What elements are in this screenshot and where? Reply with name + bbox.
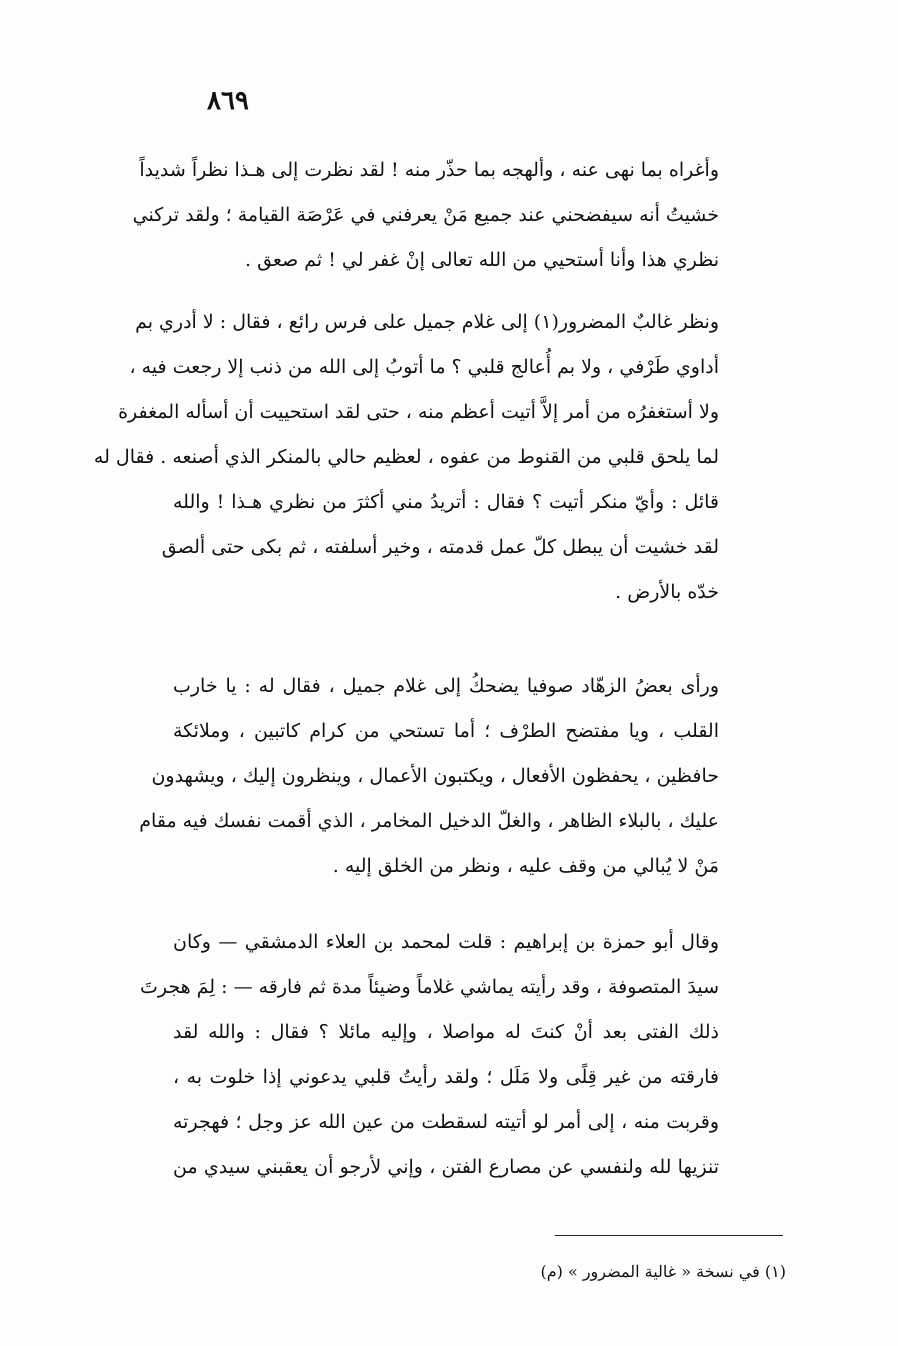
- text-line: ذلك الفتى بعد أنْ كنتَ له مواصلا ، وإليه مائلا ؟ فقال : والله لقد: [173, 1021, 719, 1043]
- text-line: وأغراه بما نهى عنه ، وألهجه بما حذّر منه ! لقد نظرت إلى هـذا نظراً شديداً: [139, 159, 719, 181]
- footnote: (١) في نسخة « غالية المضرور » (م): [540, 1262, 786, 1281]
- paragraph-2: [93, 300, 719, 615]
- text-line: حافظين ، يحفظون الأفعال ، ويكتبون الأعمال ، وينظرون إليك ، ويشهدون: [151, 765, 719, 787]
- text-line: لقد خشيت أن يبطل كلّ عمل قدمته ، وخير أسلفته ، ثم بكى حتى ألصق: [161, 536, 719, 558]
- text-line: تنزيها لله ولنفسي عن مصارع الفتن ، وإني لأرجو أن يعقبني سيدي من: [173, 1156, 719, 1178]
- text-line: أداوي طَرْفي ، ولا بم أُعالج قلبي ؟ ما أتوبُ إلى الله من ذنب إلا رجعت فيه ،: [129, 356, 719, 378]
- paragraph-4: [139, 920, 719, 1190]
- text-line: نظري هذا وأنا أستحيي من الله تعالى إنْ غفر لي ! ثم صعق .: [244, 249, 719, 271]
- text-line: سيدَ المتصوفة ، وقد رأيته يماشي غلاماً وضيئاً مدة ثم فارقه — : لِمَ هجرتَ: [139, 976, 719, 998]
- footnote-divider: [555, 1235, 783, 1236]
- text-line: فارقته من غير قِلًى ولا مَلَل ؛ ولقد رأيتُ قلبي يدعوني إذا خلوت به ،: [173, 1066, 719, 1088]
- text-line: وقال أبو حمزة بن إبراهيم : قلت لمحمد بن العلاء الدمشقي — وكان: [173, 931, 719, 953]
- text-line: القلب ، ويا مفتضح الطرْف ؛ أما تستحي من كرام كاتبين ، وملائكة: [173, 720, 719, 742]
- paragraph-1: [132, 148, 719, 283]
- text-line: ولا أستغفرُه من أمر إلاَّ أتيت أعظم منه ، حتى لقد استحييت أن أسأله المغفرة: [118, 401, 719, 423]
- text-line: قائل : وأيّ منكر أتيت ؟ فقال : أتريدُ مني أكثرَ من نظري هـذا ! والله: [173, 491, 719, 513]
- text-line: ونظر غالبٌ المضرور(١) إلى غلام جميل على فرس رائع ، فقال : لا أدري بم: [135, 311, 719, 333]
- text-line: خدّه بالأرض .: [615, 581, 719, 603]
- page-number: ٨٦٩: [207, 86, 249, 116]
- text-line: ورأى بعضُ الزهّاد صوفيا يضحكُ إلى غلام جميل ، فقال له : يا خارب: [173, 675, 719, 697]
- text-line: عليك ، بالبلاء الظاهر ، والغلّ الدخيل المخامر ، الذي أقمت نفسك فيه مقام: [139, 810, 719, 832]
- text-line: خشيتُ أنه سيفضحني عند جميع مَنْ يعرفني في عَرْصَة القيامة ؛ ولقد تركني: [132, 204, 719, 226]
- paragraph-3: [139, 664, 719, 889]
- text-line: وقربت منه ، إلى أمر لو أتيته لسقطت من عين الله عز وجل ؛ فهجرته: [173, 1111, 719, 1133]
- text-line: مَنْ لا يُبالي من وقف عليه ، ونظر من الخلق إليه .: [332, 855, 719, 877]
- text-line: لما يلحق قلبي من القنوط من عفوه ، لعظيم حالي بالمنكر الذي أصنعه . فقال له: [93, 446, 719, 468]
